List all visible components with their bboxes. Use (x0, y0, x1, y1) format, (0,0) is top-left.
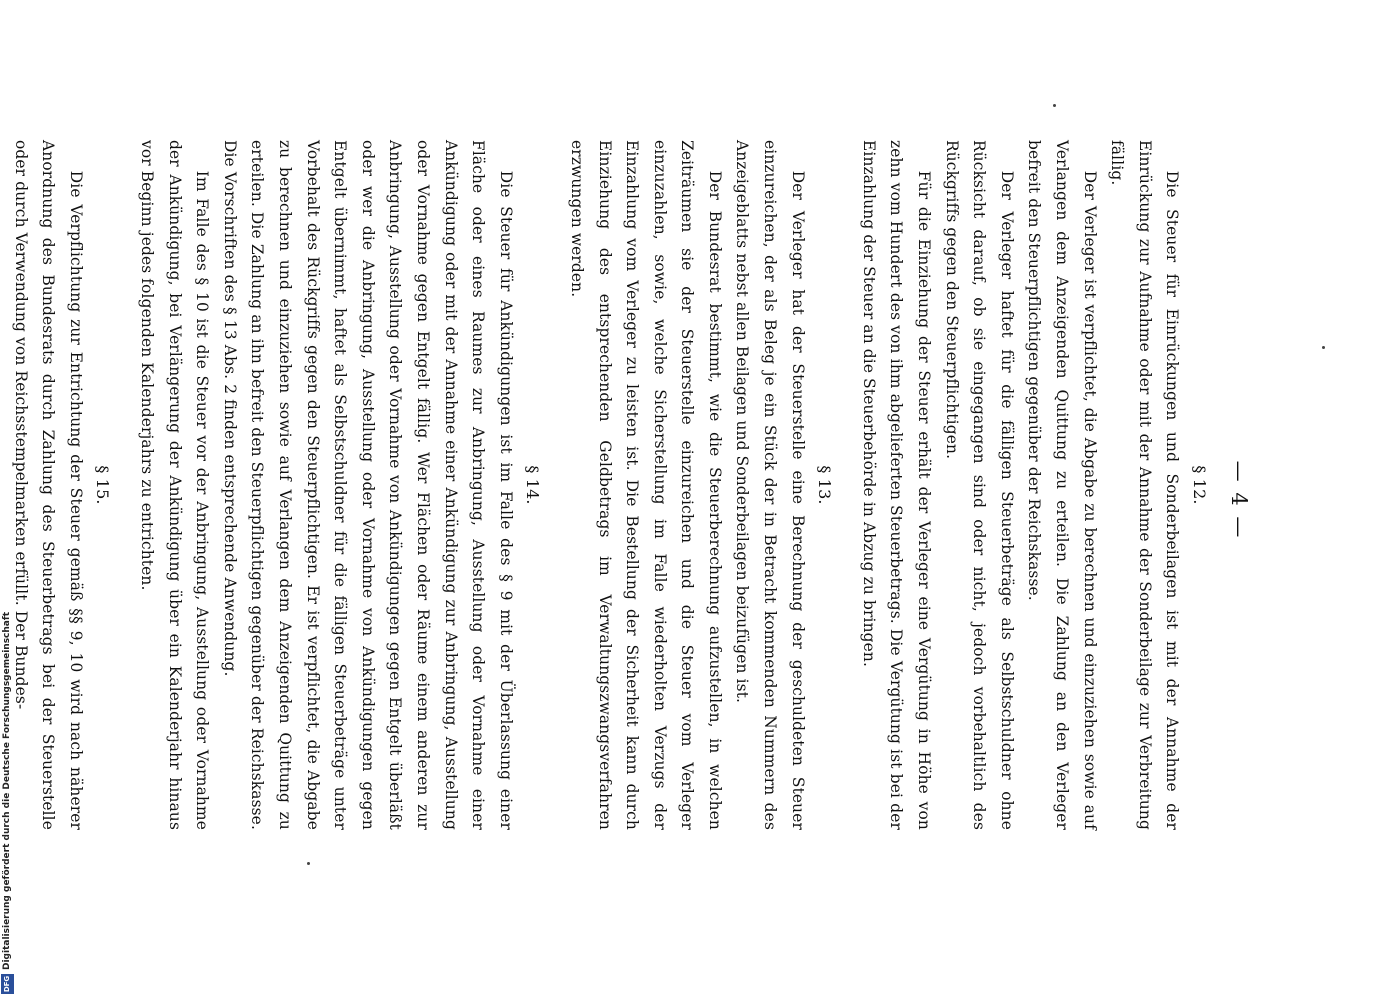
paragraph: Der Bundesrat bestimmt, wie die Steuerberechnung aufzustellen, in welchen Zeiträumen sie der Steuerstelle einzureichen und die Steuer vom Verleger einzuzahlen, sowie, welche Sicherstellung im Falle wiederholten Verzugs der Einzahlung vom Verleger zu leisten ist. Die Bestellung der Sicherheit kann durch Einziehung des entsprechenden Geldbetrags im Verwaltungszwangsverfahren erzwungen werden. (567, 140, 724, 830)
dfg-logo (1, 974, 14, 994)
dfg-logo-text: DFG (3, 975, 12, 993)
document-body (6, 140, 1213, 830)
paragraph: Für die Einziehung der Steuer erhält der Verleger eine Vergütung in Höhe von zehn vom Hundert des von ihm abgelieferten Steuerbetrags. Die Vergütung ist bei der Einzahlung der Steuer an die Steuerbehörde in Abzug zu bringen. (859, 140, 934, 830)
paragraph: Der Verleger hat der Steuerstelle eine Berechnung der geschuldeten Steuer einzureichen, der als Beleg je ein Stück der in Betracht kommenden Nummern des Anzeigeblatts nebst allen Beilagen und Sonderbeilagen beizufügen ist. (733, 140, 807, 830)
scan-speck (1322, 346, 1325, 349)
digitization-credit: Digitalisierung gefördert durch die Deutsche Forschungsgemeinschaft (2, 611, 12, 970)
paragraph: Der Verleger ist verpflichtet, die Abgabe zu berechnen und einzuziehen sowie auf Verlangen dem Anzeigenden Quittung zu erteilen. Die Zahlung an den Verleger befreit den Steuerpflichtigen gegenüber der Reichskasse. (1025, 140, 1099, 830)
scan-speck (307, 862, 310, 865)
section-heading: § 15. (93, 465, 113, 505)
paragraph: Die Steuer für Einrückungen und Sonderbeilagen ist mit der Annahme der Einrückung zur Aufnahme oder mit der Annahme der Sonderbeilage zur Verbreitung fällig. (1108, 140, 1182, 830)
section-13 (562, 140, 838, 830)
scan-speck (1053, 104, 1056, 107)
section-heading: § 12. (1190, 465, 1209, 505)
section-12 (854, 140, 1213, 830)
paragraph: Der Verleger haftet für die fälligen Steuerbeträge als Selbstschuldner ohne Rücksicht darauf, ob sie eingegangen sind oder nicht, jedoch vorbehaltlich des Rückgriffs gegen den Steuerpflichtigen. (942, 140, 1016, 830)
section-heading: § 13. (815, 465, 835, 505)
section-14 (132, 140, 546, 830)
section-heading: § 14. (523, 465, 543, 505)
section-15 (6, 140, 116, 830)
paragraph: Die Verpflichtung zur Entrichtung der Steuer gemäß §§ 9, 10 wird nach näherer Anordnung des Bundesrats durch Zahlung des Steuerbetrags bei der Steuerstelle oder durch Verwendung von Reichsstempelmarken erfüllt. Der Bundes- (11, 140, 85, 830)
paragraph: Die Steuer für Ankündigungen ist im Falle des § 9 mit der Überlassung einer Fläche oder eines Raumes zur Anbringung, Ausstellung oder Vornahme einer Ankündigung oder mit der Annahme einer Ankündigung zur Anbringung, Ausstellung oder Vornahme gegen Entgelt fällig. Wer Flächen oder Räume einem anderen zur Anbringung, Ausstellung oder Vornahme von Ankündigungen gegen Entgelt überläßt oder wer die Anbringung, Ausstellung oder Vornahme von Ankündigungen gegen Entgelt übernimmt, haftet als Selbstschuldner für die fälligen Steuerbeträge unter Vorbehalt des Rückgriffs gegen den Steuerpflichtigen. Er ist verpflichtet, die Abgabe zu berechnen und einzuziehen sowie auf Verlangen dem Anzeigenden Quittung zu erteilen. Die Zahlung an ihn befreit den Steuerpflichtigen gegenüber der Reichskasse. Die Vorschriften des § 13 Abs. 2 finden entsprechende Anwendung. (220, 140, 515, 830)
page-number: — 4 — (1227, 460, 1251, 540)
paragraph: Im Falle des § 10 ist die Steuer vor der Anbringung, Ausstellung oder Vornahme der Ankündigung, bei Verlängerung der Ankündigung über ein Kalenderjahr hinaus vor Beginn jedes folgenden Kalenderjahrs zu entrichten. (138, 140, 212, 830)
